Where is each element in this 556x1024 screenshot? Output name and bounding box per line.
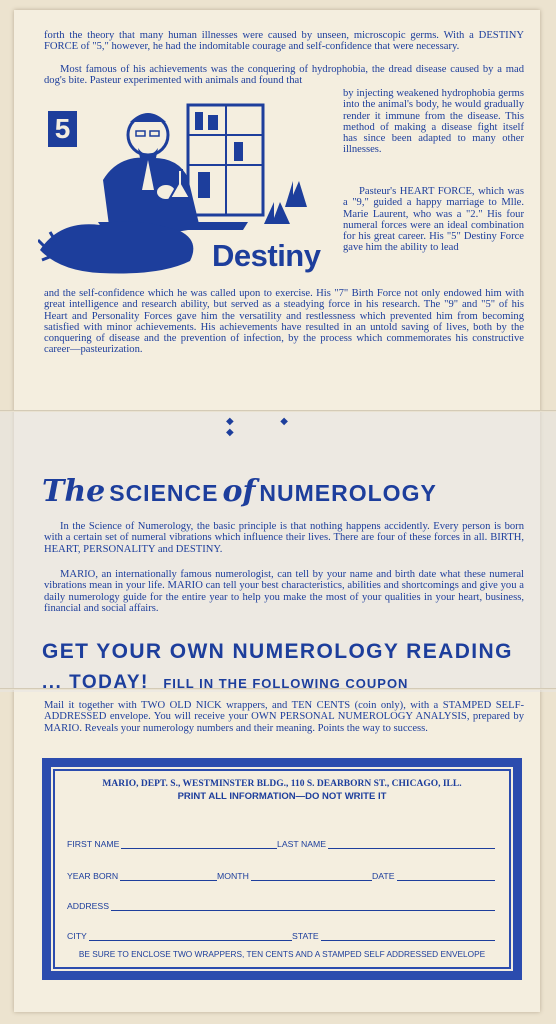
diamond-divider: ◆ ◆ ◆ xyxy=(226,416,310,438)
year-born-field[interactable] xyxy=(67,871,217,881)
state-label: STATE xyxy=(292,931,319,941)
last-name-field[interactable] xyxy=(277,839,495,849)
destiny-label: Destiny xyxy=(212,238,321,273)
first-name-field[interactable] xyxy=(67,839,277,849)
date-field[interactable] xyxy=(372,871,495,881)
city-field[interactable] xyxy=(67,931,292,941)
fill-coupon-text: FILL IN THE FOLLOWING COUPON xyxy=(163,676,409,691)
address-field[interactable] xyxy=(67,901,495,911)
reading-headline: GET YOUR OWN NUMEROLOGY READING xyxy=(42,640,513,663)
month-label: MONTH xyxy=(217,871,249,881)
article-paragraph-2: Most famous of his achievements was the conquering of hydrophobia, the dread disease caused by a mad dog's bite. Pasteur experimented with animals and found that xyxy=(44,64,524,87)
date-label: DATE xyxy=(372,871,395,881)
coupon-footer-note: BE SURE TO ENCLOSE TWO WRAPPERS, TEN CENTS AND A STAMPED SELF ADDRESSED ENVELOPE xyxy=(78,949,486,959)
intro-paragraph-2: MARIO, an internationally famous numerologist, can tell by your name and birth date what these numeral vibrations mean in your life. MARIO can tell your best characteristics, abilities and shortcomings and give you a daily numerology guide for the entire year to help you make the most of your qualities in your heart, business, financial and social affairs. xyxy=(44,569,524,614)
article-column-text-2: Pasteur's HEART FORCE, which was a "9," guided a happy marriage to Mlle. Marie Laurent, who was a "2." His four numeral forces were an ideal combination for his great career. His "5" Destiny Force gave him the ability to lead xyxy=(343,186,524,254)
destiny-number-badge: 5 xyxy=(48,111,77,147)
intro-paragraph-1: In the Science of Numerology, the basic principle is that nothing happens accidently. Every person is born with a certain set of numeral vibrations which influence their lives. There are four of these forces in all. BIRTH, HEART, PERSONALITY and DESTINY. xyxy=(44,521,524,555)
last-name-label: LAST NAME xyxy=(277,839,327,849)
today-text: ... TODAY! xyxy=(42,672,149,693)
coupon-mailing-address: MARIO, DEPT. S., WESTMINSTER BLDG., 110 S. DEARBORN ST., CHICAGO, ILL. xyxy=(102,779,462,789)
coupon-print-note: PRINT ALL INFORMATION—DO NOT WRITE IT xyxy=(177,791,387,802)
today-headline xyxy=(42,672,528,694)
state-field[interactable] xyxy=(292,931,495,941)
article-paragraph-1: forth the theory that many human illnesses were caused by unseen, microscopic germs. With a DESTINY FORCE of "5," however, he had the indomitable courage and self-confidence that were necessary. xyxy=(44,30,524,53)
month-field[interactable] xyxy=(217,871,372,881)
address-label: ADDRESS xyxy=(67,901,109,911)
year-born-label: YEAR BORN xyxy=(67,871,119,881)
title-numerology: NUMEROLOGY xyxy=(259,480,437,506)
article-column-text-1: by injecting weakened hydrophobia germs into the animal's body, he would gradually render it immune from the disease. This method of making a disease fight itself has since been adapted to many other illnesses. xyxy=(343,88,524,156)
order-coupon xyxy=(42,758,522,980)
page-title xyxy=(42,474,532,509)
title-of: of xyxy=(222,474,256,509)
article-paragraph-3: and the self-confidence which he was called upon to exercise. His "7" Birth Force not only endowed him with great intelligence and research ability, but served as a steadying force in his research. The "9" and "5" of his Heart and Personality Forces gave him the versatility and restlessness which prevented him from becoming satisfied with minor achievements. His achievements have resulted in an untold saving of lives, both by the conquering of disease and the prevention of infection, by the process which commemorates his constructive career—pasteurization. xyxy=(44,288,524,356)
first-name-label: FIRST NAME xyxy=(67,839,120,849)
title-science: SCIENCE xyxy=(109,480,219,506)
fold-line-top xyxy=(0,410,556,412)
city-label: CITY xyxy=(67,931,87,941)
mail-instructions: Mail it together with TWO OLD NICK wrappers, and TEN CENTS (coin only), with a STAMPED SELF-ADDRESSED envelope. You will receive your OWN PERSONAL NUMEROLOGY ANALYSIS, prepared by MARIO. Reveals your numerology numbers and their meaning. Points the way to success. xyxy=(44,700,524,734)
title-the: The xyxy=(42,474,106,509)
